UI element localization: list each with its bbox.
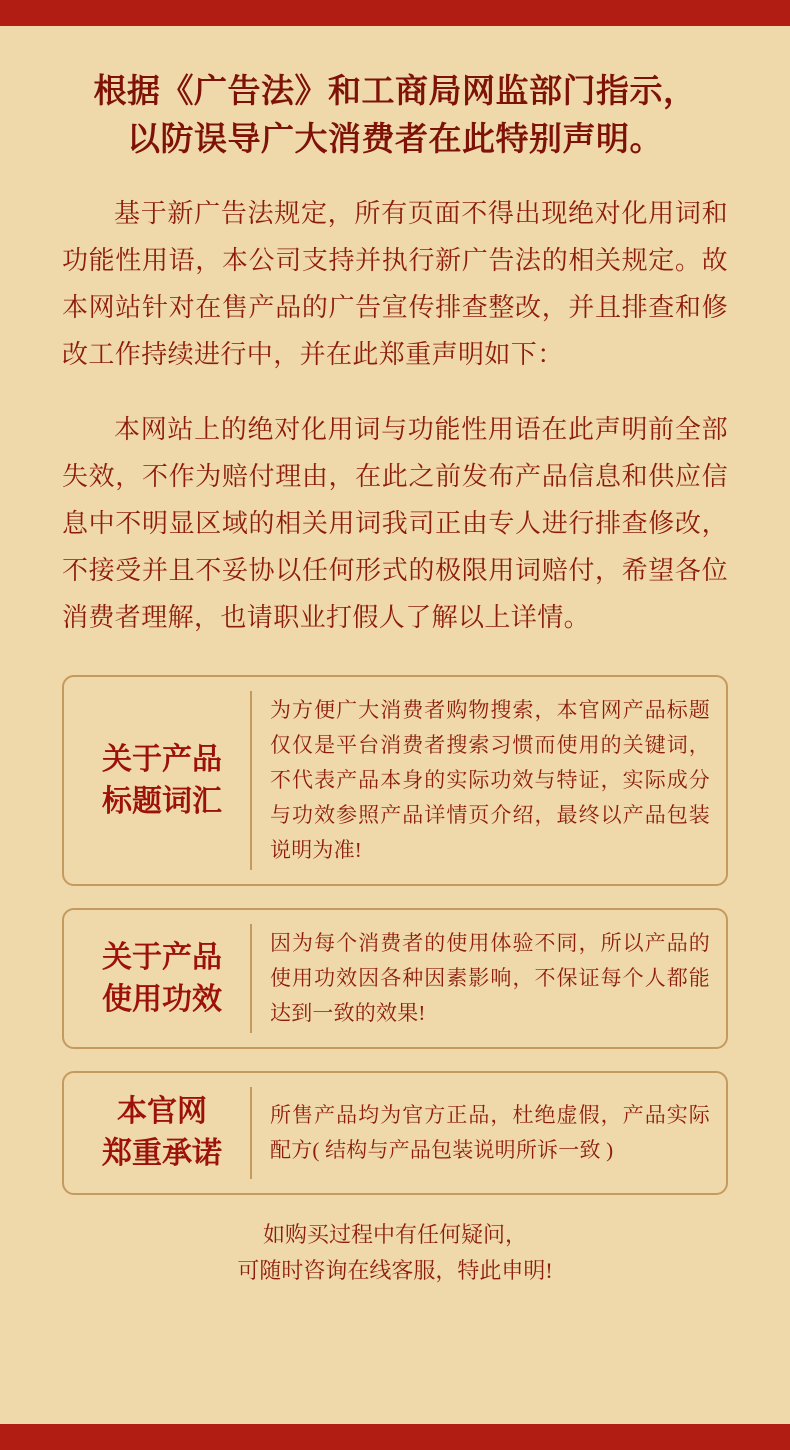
page-title (62, 68, 728, 164)
card-title (74, 691, 252, 870)
card-title (74, 1087, 252, 1179)
card-body-text: 所售产品均为官方正品，杜绝虚假，产品实际配方( 结构与产品包装说明所诉一致 ) (270, 1103, 710, 1162)
top-accent-bar (0, 0, 790, 26)
card-official-promise (62, 1071, 728, 1195)
card-title-line-2: 使用功效 (102, 982, 222, 1016)
page-content (0, 26, 790, 1424)
card-title-line-1: 本官网 (117, 1095, 207, 1128)
card-body-text: 为方便广大消费者购物搜索，本官网产品标题仅仅是平台消费者搜索习惯而使用的关键词，不代表产品本身的实际功效与特证，实际成分与功效参照产品详情页介绍，最终以产品包装说明为准! (270, 698, 710, 862)
card-title-line-1: 关于产品 (102, 742, 222, 776)
card-title-line-1: 关于产品 (102, 940, 222, 974)
card-product-title-wording (62, 675, 728, 886)
paragraph-1: 基于新广告法规定，所有页面不得出现绝对化用词和功能性用语，本公司支持并执行新广告法的相关规定。故本网站针对在售产品的广告宣传排查整改，并且排查和修改工作持续进行中，并在此郑重声明如下： (62, 199, 728, 369)
card-product-efficacy (62, 908, 728, 1049)
footer-note (62, 1217, 728, 1289)
statement-cards (62, 675, 728, 1195)
footer-line-2: 可随时咨询在线客服，特此申明! (237, 1258, 553, 1283)
card-title-line-2: 标题词汇 (102, 784, 222, 818)
card-body (252, 1087, 716, 1179)
card-title-line-2: 郑重承诺 (102, 1137, 222, 1170)
page-title-line-2: 以防误导广大消费者在此特别声明。 (127, 122, 663, 158)
card-body (252, 691, 716, 870)
card-title (74, 924, 252, 1033)
page-title-line-1: 根据《广告法》和工商局网监部门指示， (93, 74, 697, 110)
card-body (252, 924, 716, 1033)
card-body-text: 因为每个消费者的使用体验不同，所以产品的使用功效因各种因素影响，不保证每个人都能达到一致的效果! (270, 931, 710, 1025)
footer-line-1: 如购买过程中有任何疑问， (262, 1222, 527, 1247)
paragraph-2: 本网站上的绝对化用词与功能性用语在此声明前全部失效，不作为赔付理由，在此之前发布产品信息和供应信息中不明显区域的相关用词我司正由专人进行排查修改，不接受并且不妥协以任何形式的极限用词赔付，希望各位消费者理解，也请职业打假人了解以上详情。 (62, 415, 728, 632)
bottom-accent-bar (0, 1424, 790, 1450)
